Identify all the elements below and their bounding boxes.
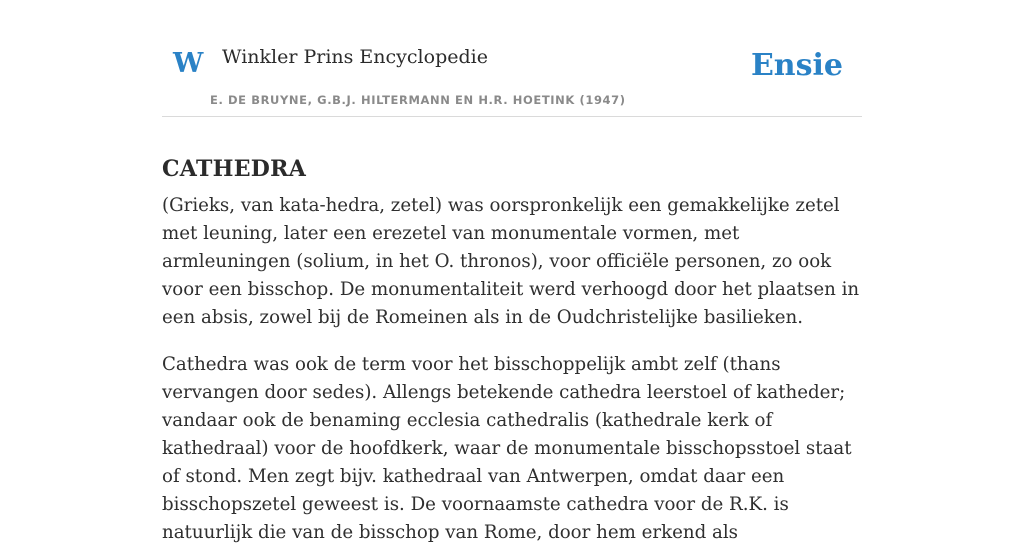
source-title[interactable]: Winkler Prins Encyclopedie [222, 46, 488, 68]
article-page [162, 0, 862, 543]
source-authors: E. DE BRUYNE, G.B.J. HILTERMANN EN H.R. HOETINK (1947) [210, 93, 626, 107]
article-paragraph-2: Cathedra was ook de term voor het bisschoppelijk ambt zelf (thans vervangen door sedes). Allengs betekende cathedra leerstoel of katheder; vandaar ook de benaming ecclesia cathedralis (kathedrale kerk of kathedraal) voor de hoofdkerk, waar de monumentale bisschopsstoel staat of stond. Men zegt bijv. kathedraal van Antwerpen, omdat daar een bisschopszetel geweest is. De voornaamste cathedra voor de R.K. is natuurlijk die van de bisschop van Rome, door hem erkend als [162, 354, 852, 543]
header [162, 0, 862, 117]
winkler-prins-logo[interactable]: W [173, 48, 204, 79]
article-headword: CATHEDRA [162, 155, 307, 182]
ensie-logo[interactable]: Ensie [750, 48, 843, 83]
article-paragraph-1: (Grieks, van kata-hedra, zetel) was oorspronkelijk een gemakkelijke zetel met leuning, later een erezetel van monumentale vormen, met armleuningen (solium, in het O. thronos), voor officiële personen, zo ook voor een bisschop. De monumentaliteit werd verhoogd door het plaatsen in een absis, zowel bij de Romeinen als in de Oudchristelijke basilieken. [162, 195, 860, 328]
